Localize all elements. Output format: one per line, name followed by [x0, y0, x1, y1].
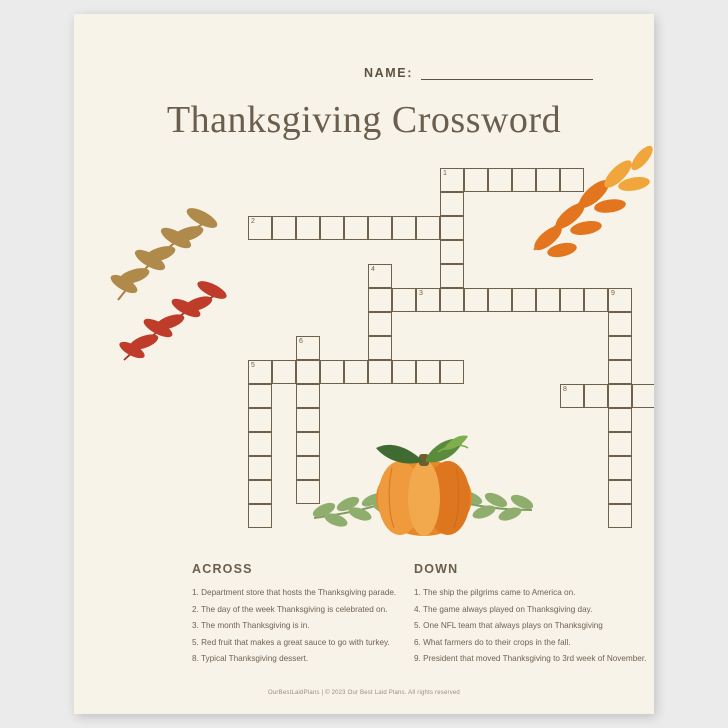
across-column	[192, 562, 402, 668]
cell-number: 4	[371, 266, 375, 273]
down-clue-6: 6. What farmers do to their crops in the fall.	[414, 637, 571, 647]
crossword-cell[interactable]	[632, 384, 654, 408]
page-title: Thanksgiving Crossword	[166, 99, 562, 141]
crossword-cell[interactable]	[584, 288, 608, 312]
crossword-cell[interactable]	[608, 360, 632, 384]
crossword-cell[interactable]	[440, 360, 464, 384]
crossword-cell[interactable]	[560, 168, 584, 192]
cell-number: 5	[251, 362, 255, 369]
crossword-cell[interactable]	[320, 360, 344, 384]
cell-number: 6	[299, 338, 303, 345]
crossword-cell[interactable]	[296, 384, 320, 408]
crossword-cell[interactable]	[560, 288, 584, 312]
crossword-cell[interactable]	[440, 264, 464, 288]
across-clue-5: 5. Red fruit that makes a great sauce to go with turkey.	[192, 637, 390, 647]
down-heading: DOWN	[414, 562, 459, 576]
crossword-cell[interactable]	[368, 288, 392, 312]
crossword-cell[interactable]	[368, 264, 392, 288]
cell-number: 1	[443, 170, 447, 177]
crossword-cell[interactable]	[584, 384, 608, 408]
crossword-cell[interactable]	[296, 360, 320, 384]
crossword-cell[interactable]	[392, 216, 416, 240]
crossword-cell[interactable]	[608, 408, 632, 432]
crossword-cell[interactable]	[248, 456, 272, 480]
crossword-cell[interactable]	[440, 288, 464, 312]
crossword-cell[interactable]	[368, 216, 392, 240]
crossword-cell[interactable]	[296, 216, 320, 240]
crossword-cell[interactable]	[512, 168, 536, 192]
crossword-cell[interactable]	[440, 216, 464, 240]
crossword-cell[interactable]	[536, 288, 560, 312]
crossword-cell[interactable]	[248, 216, 272, 240]
cell-number: 9	[611, 290, 615, 297]
crossword-cell[interactable]	[440, 168, 464, 192]
crossword-cell[interactable]	[464, 168, 488, 192]
crossword-cell[interactable]	[344, 216, 368, 240]
crossword-cell[interactable]	[368, 312, 392, 336]
pumpkin-illustration	[304, 414, 544, 544]
crossword-cell[interactable]	[248, 408, 272, 432]
cell-number: 3	[419, 290, 423, 297]
crossword-cell[interactable]	[560, 384, 584, 408]
across-heading: ACROSS	[192, 562, 253, 576]
crossword-cell[interactable]	[512, 288, 536, 312]
name-write-line[interactable]	[421, 67, 593, 80]
crossword-cell[interactable]	[608, 312, 632, 336]
pumpkin-body-icon	[376, 454, 472, 536]
crossword-cell[interactable]	[488, 168, 512, 192]
crossword-cell[interactable]	[536, 168, 560, 192]
crossword-cell[interactable]	[608, 288, 632, 312]
down-clue-9: 9. President that moved Thanksgiving to 3rd week of November.	[414, 654, 647, 663]
crossword-cell[interactable]	[320, 216, 344, 240]
crossword-cell[interactable]	[608, 336, 632, 360]
crossword-cell[interactable]	[416, 288, 440, 312]
crossword-cell[interactable]	[608, 384, 632, 408]
crossword-cell[interactable]	[344, 360, 368, 384]
crossword-cell[interactable]	[464, 288, 488, 312]
crossword-cell[interactable]	[248, 432, 272, 456]
crossword-cell[interactable]	[272, 360, 296, 384]
down-clue-1: 1. The ship the pilgrims came to America on.	[414, 588, 576, 597]
printable-worksheet-page	[74, 14, 654, 714]
crossword-cell[interactable]	[368, 360, 392, 384]
copyright-footer: OurBestLaidPlans | © 2023 Our Best Laid Plans. All rights reserved	[268, 690, 460, 696]
crossword-cell[interactable]	[392, 288, 416, 312]
down-column	[414, 562, 647, 668]
crossword-cell[interactable]	[368, 336, 392, 360]
crossword-cell[interactable]	[296, 336, 320, 360]
across-clue-3: 3. The month Thanksgiving is in.	[192, 621, 310, 630]
crossword-cell[interactable]	[248, 384, 272, 408]
clues-section	[74, 562, 654, 682]
crossword-cell[interactable]	[608, 504, 632, 528]
across-clue-2: 2. The day of the week Thanksgiving is celebrated on.	[192, 604, 388, 614]
across-clue-8: 8. Typical Thanksgiving dessert.	[192, 654, 309, 663]
across-clue-1: 1. Department store that hosts the Thanksgiving parade.	[192, 588, 397, 597]
down-clue-5: 5. One NFL team that always plays on Thanksgiving	[414, 621, 603, 630]
name-field-row	[364, 66, 593, 80]
crossword-cell[interactable]	[608, 480, 632, 504]
crossword-cell[interactable]	[488, 288, 512, 312]
crossword-cell[interactable]	[440, 240, 464, 264]
crossword-cell[interactable]	[608, 432, 632, 456]
crossword-cell[interactable]	[440, 192, 464, 216]
crossword-cell[interactable]	[416, 216, 440, 240]
cell-number: 2	[251, 218, 255, 225]
crossword-cell[interactable]	[392, 360, 416, 384]
crossword-cell[interactable]	[248, 480, 272, 504]
crossword-cell[interactable]	[248, 360, 272, 384]
crossword-cell[interactable]	[416, 360, 440, 384]
down-clue-4: 4. The game always played on Thanksgiving day.	[414, 604, 593, 614]
crossword-cell[interactable]	[608, 456, 632, 480]
crossword-cell[interactable]	[272, 216, 296, 240]
crossword-cell[interactable]	[248, 504, 272, 528]
pumpkin-svg	[304, 414, 544, 544]
cell-number: 8	[563, 386, 567, 393]
name-label: NAME:	[364, 66, 413, 80]
